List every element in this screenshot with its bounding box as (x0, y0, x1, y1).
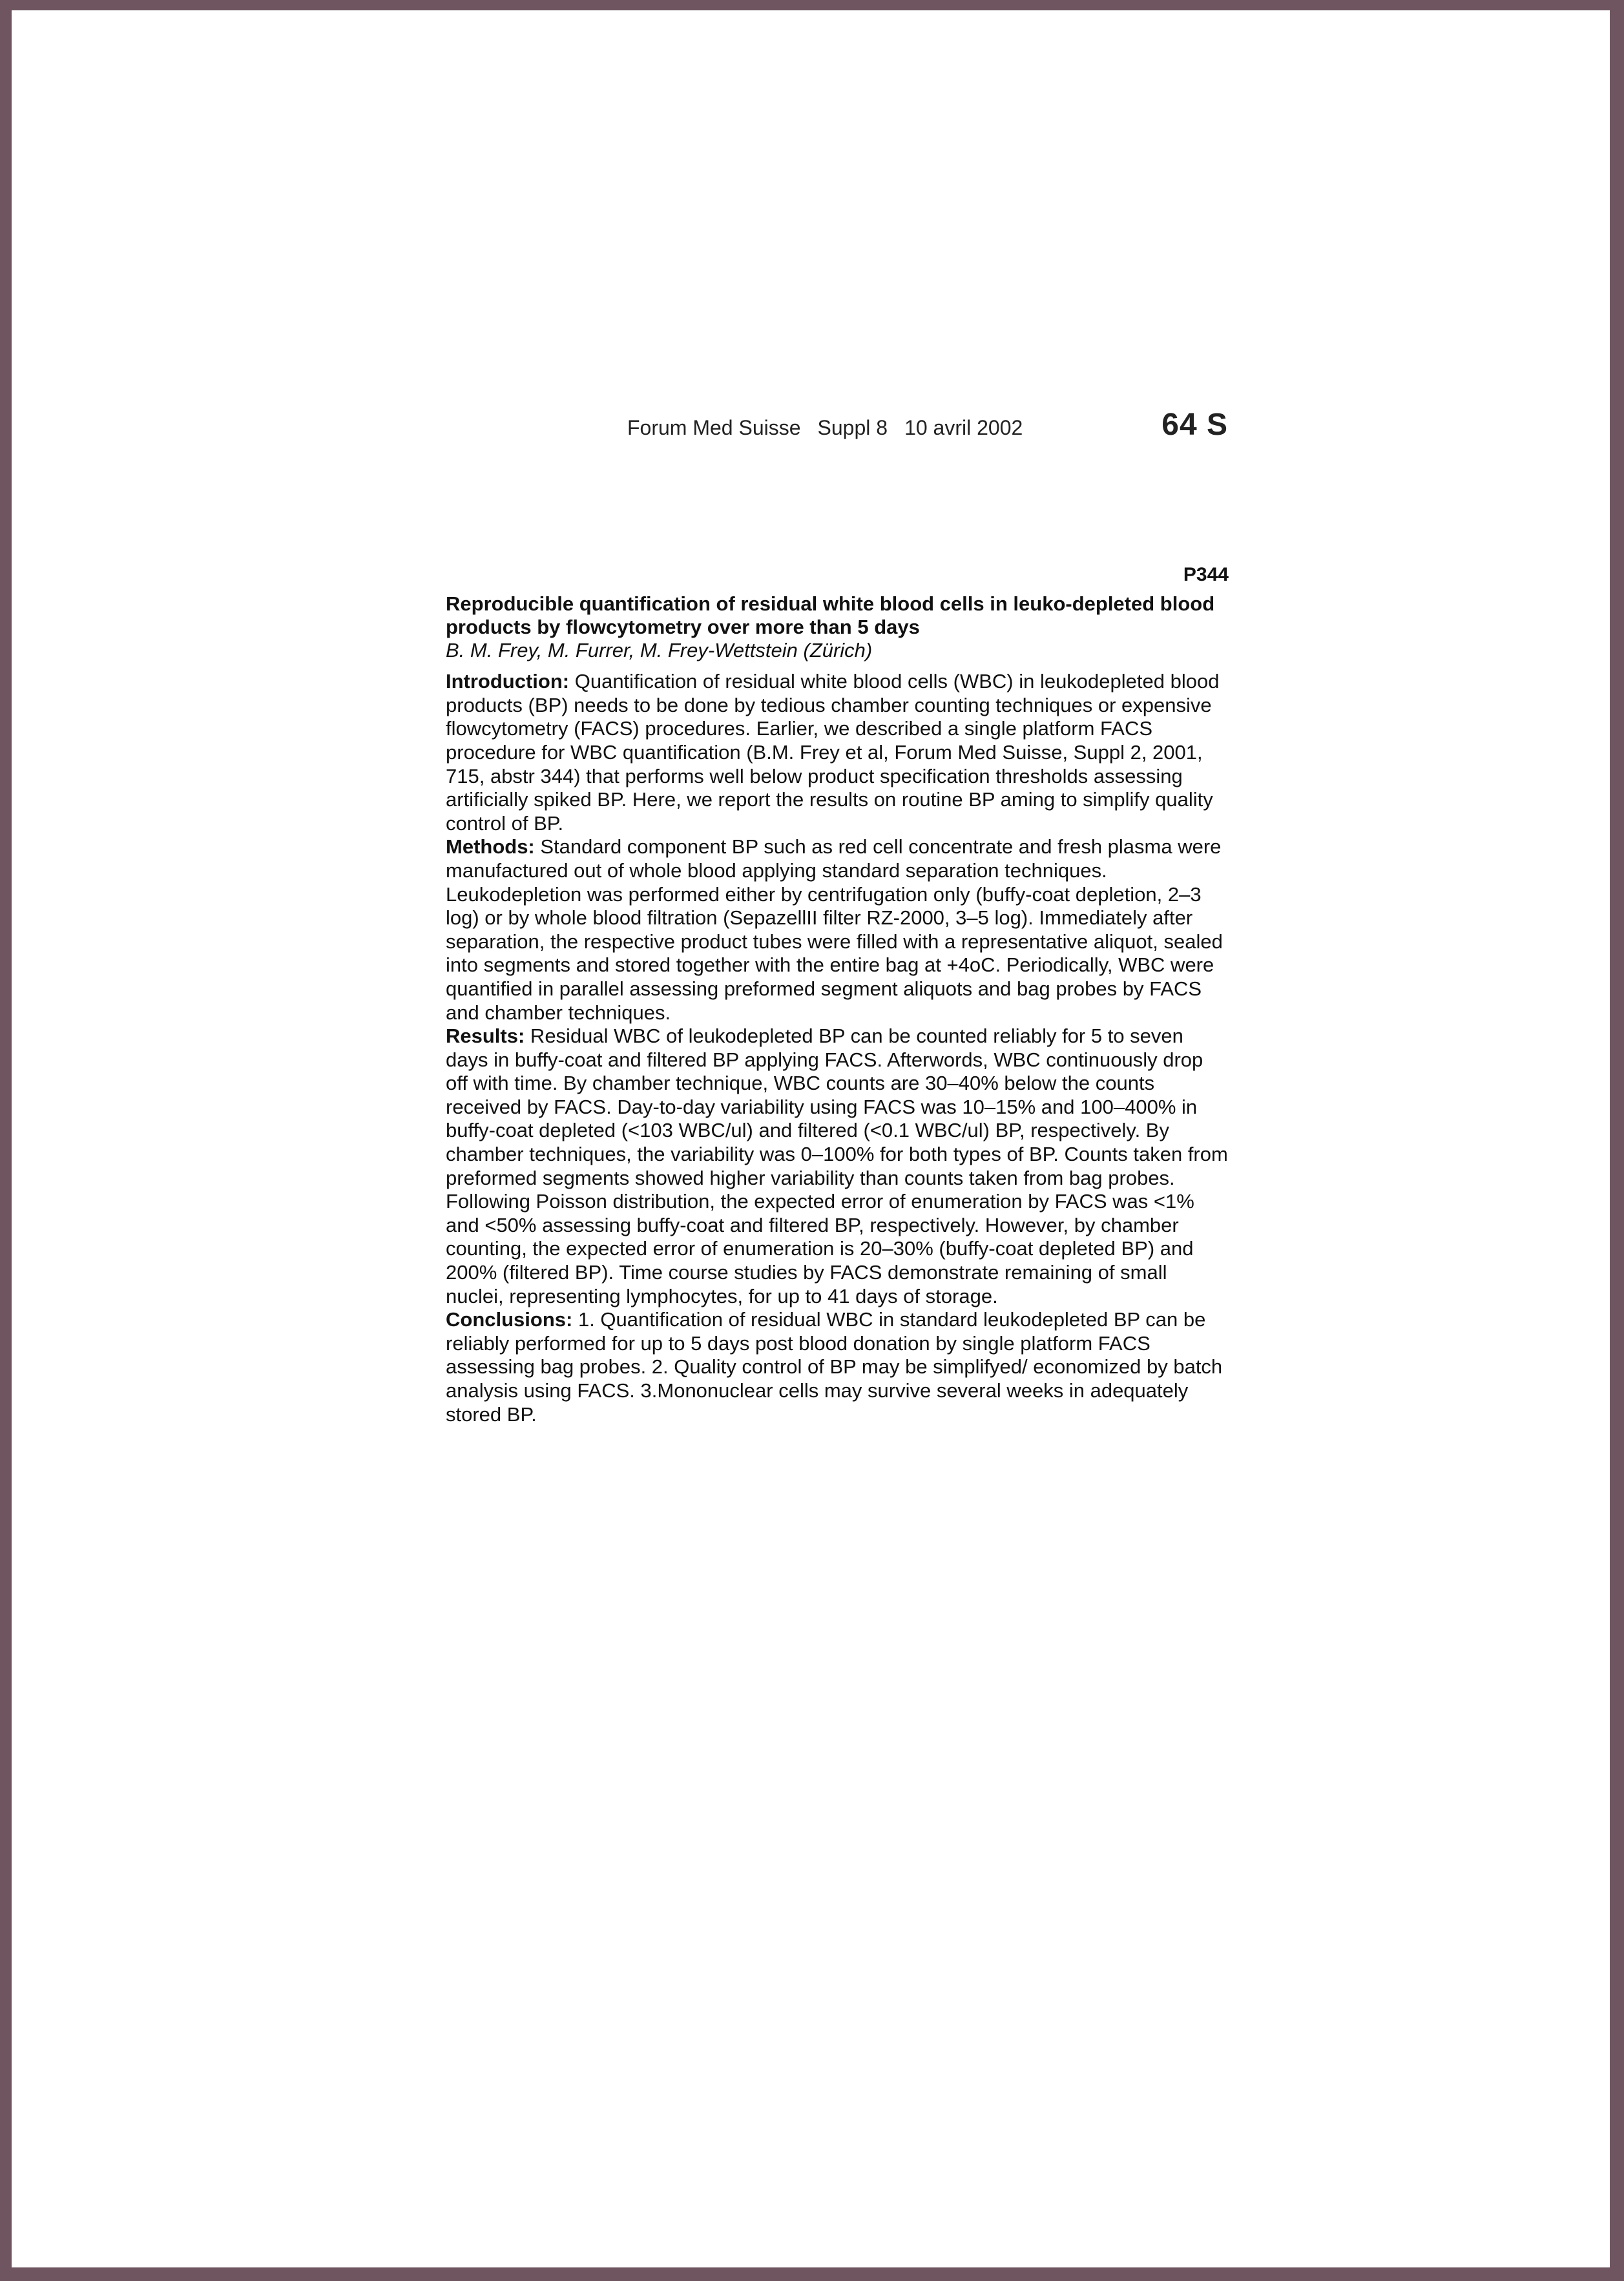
methods-label: Methods: (446, 835, 535, 859)
introduction-section (446, 670, 1229, 835)
abstract-block (446, 563, 1229, 1426)
page-number: 64 S (1161, 408, 1228, 442)
abstract-authors: B. M. Frey, M. Furrer, M. Frey-Wettstein (Zürich) (446, 638, 873, 661)
conclusions-text: 1. Quantification of residual WBC in standard leukodepleted BP can be reliably performed for up to 5 days post blood donation by single platform FACS assessing bag probes. 2. Quality control of BP may be simplifyed/ economized by batch analysis using FACS. 3.Mononuclear cells may survive several weeks in adequately stored BP. (446, 1308, 1223, 1426)
results-section (446, 1025, 1229, 1308)
methods-section (446, 835, 1229, 1025)
journal-name: Forum Med Suisse (627, 416, 801, 439)
page-header (627, 406, 1228, 451)
journal-line (627, 416, 1039, 440)
conclusions-section (446, 1308, 1229, 1426)
abstract-title: Reproducible quantification of residual white blood cells in leuko-depleted blood products by flowcytometry over more than 5 days (446, 592, 1215, 638)
conclusions-label: Conclusions: (446, 1308, 573, 1331)
methods-text: Standard component BP such as red cell concentrate and fresh plasma were manufactured out of whole blood applying standard separation techniques. Leukodepletion was performed either by centrifugation only (buffy-coat depletion, 2–3 log) or by whole blood filtration (SepazellII filter RZ-2000, 3–5 log). Immediately after separation, the respective product tubes were filled with a representative aliquot, sealed into segments and stored together with the entire bag at +4oC. Periodically, WBC were quantified in parallel assessing preformed segment aliquots and bag probes by FACS and chamber techniques. (446, 835, 1223, 1024)
issue-date: 10 avril 2002 (904, 416, 1023, 439)
poster-number: P344 (1183, 564, 1229, 585)
results-label: Results: (446, 1025, 525, 1048)
supplement-label: Suppl 8 (817, 416, 888, 439)
page-sheet (12, 10, 1610, 2267)
introduction-label: Introduction: (446, 670, 570, 693)
results-text: Residual WBC of leukodepleted BP can be counted reliably for 5 to seven days in buffy-coat and filtered BP applying FACS. Afterwords, WBC continuously drop off with time. By chamber technique, WBC counts are 30–40% below the counts received by FACS. Day-to-day variability using FACS was 10–15% and 100–400% in buffy-coat depleted (<103 WBC/ul) and filtered (<0.1 WBC/ul) BP, respectively. By chamber techniques, the variability was 0–100% for both types of BP. Counts taken from preformed segments showed higher variability than counts taken from bag probes. Following Poisson distribution, the expected error of enumeration by FACS was <1% and <50% assessing buffy-coat and filtered BP, respectively. However, by chamber counting, the expected error of enumeration is 20–30% (buffy-coat depleted BP) and 200% (filtered BP). Time course studies by FACS demonstrate remaining of small nuclei, representing lymphocytes, for up to 41 days of storage. (446, 1025, 1228, 1307)
introduction-text: Quantification of residual white blood cells (WBC) in leukodepleted blood products (BP) needs to be done by tedious chamber counting techniques or expensive flowcytometry (FACS) procedures. Earlier, we described a single platform FACS procedure for WBC quantification (B.M. Frey et al, Forum Med Suisse, Suppl 2, 2001, 715, abstr 344) that performs well below product specification thresholds assessing artificially spiked BP. Here, we report the results on routine BP aming to simplify quality control of BP. (446, 670, 1220, 835)
